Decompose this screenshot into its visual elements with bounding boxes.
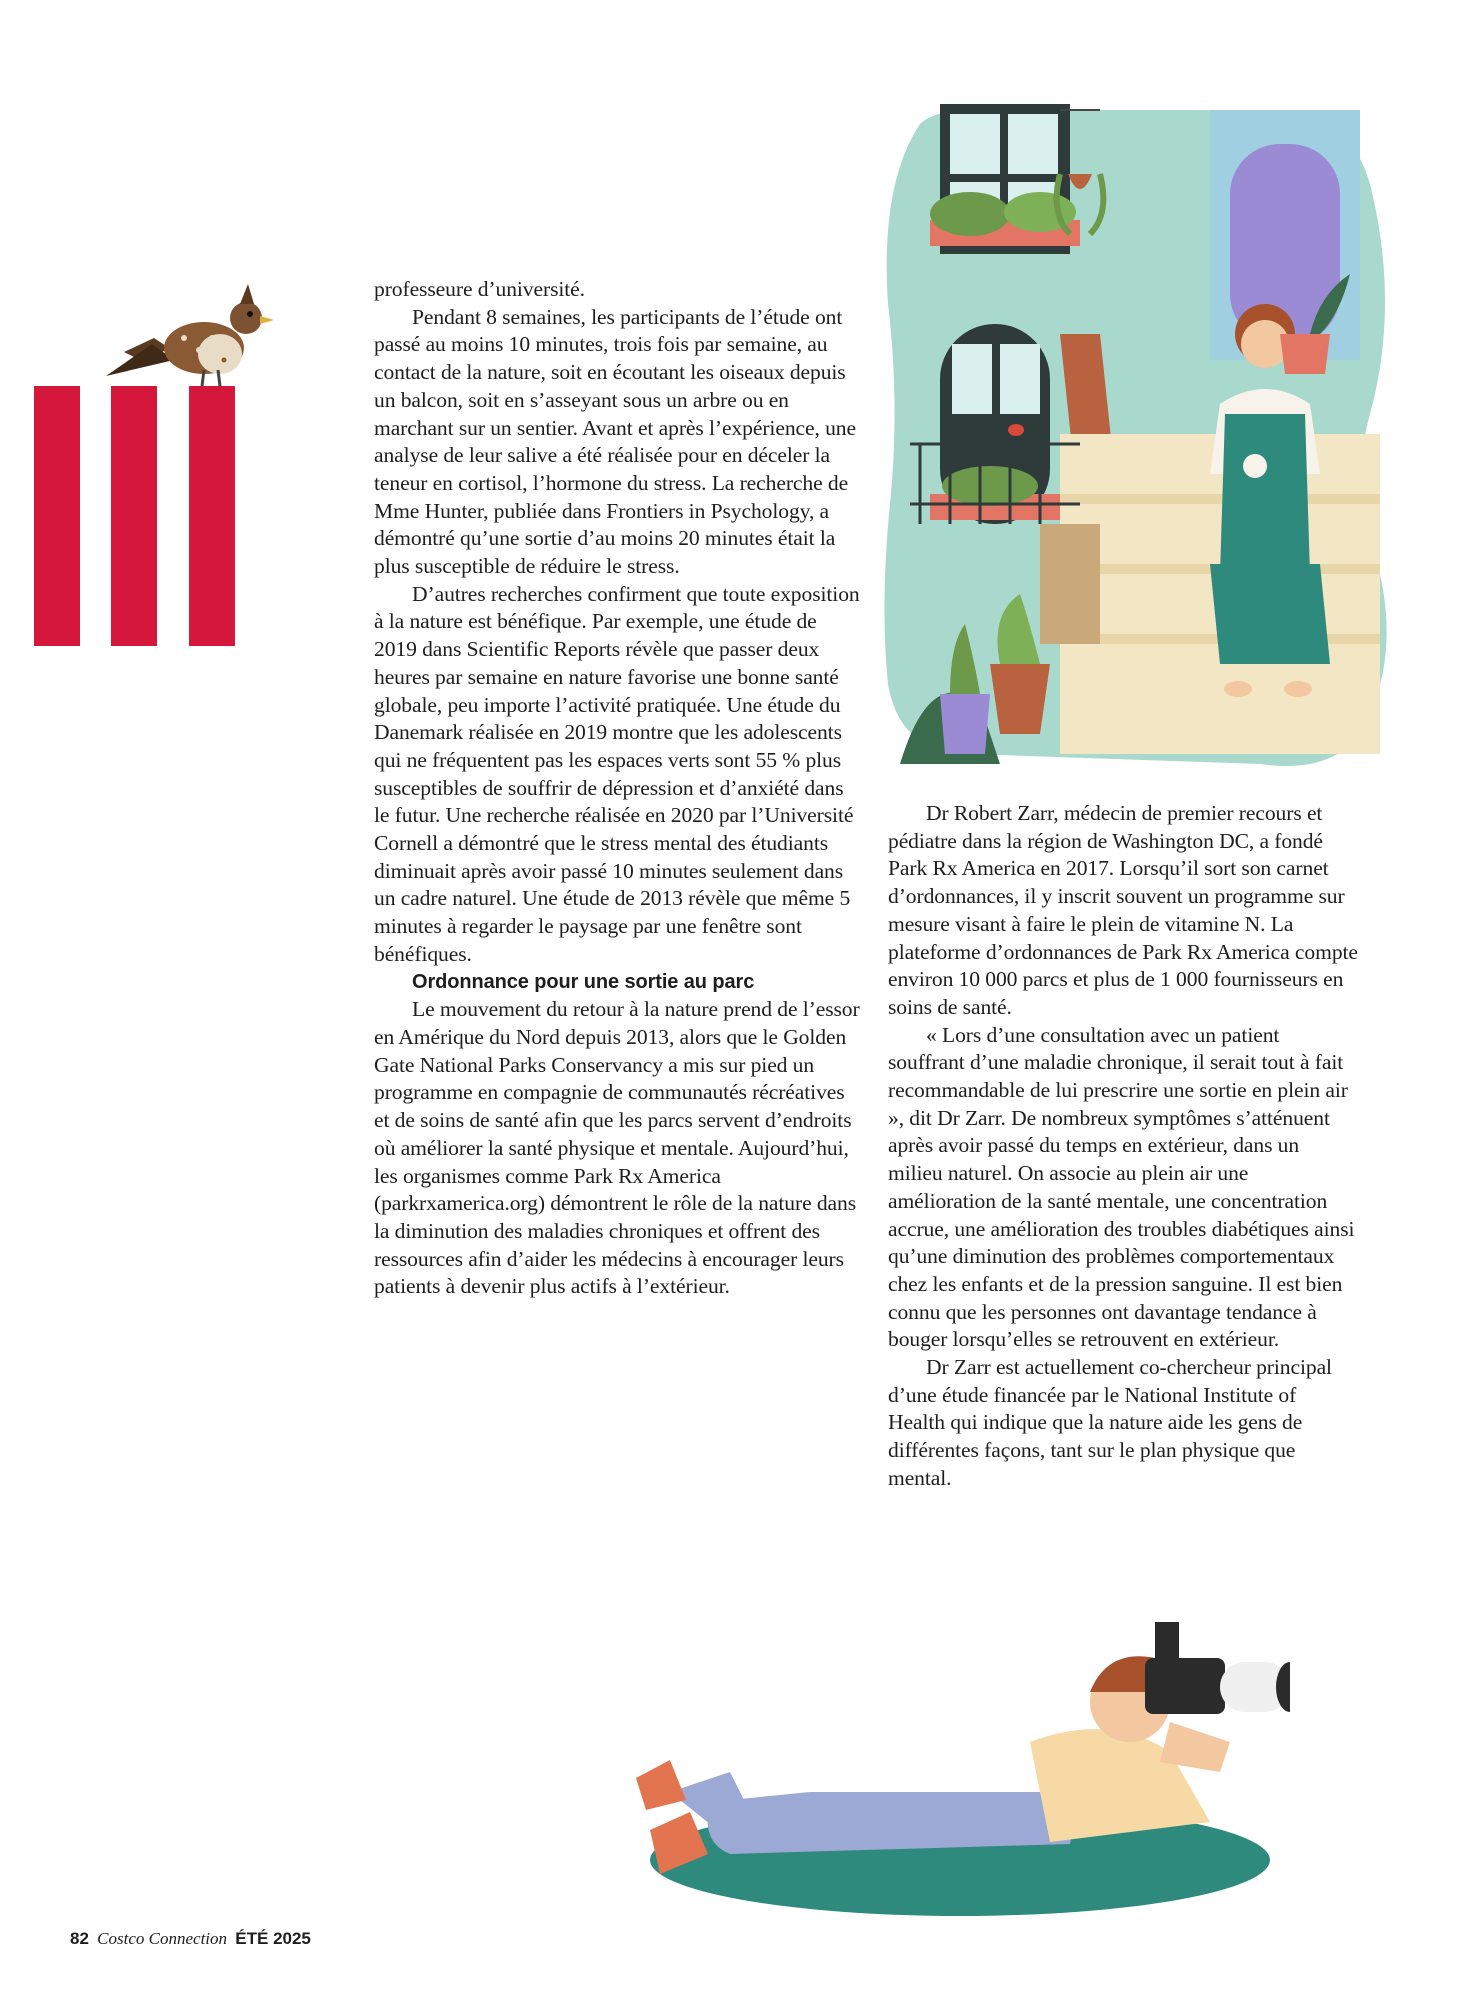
article-paragraph: « Lors d’une consultation avec un patient souffrant d’une maladie chronique, il serait tout à fait recommandable de lui prescrire une sortie en plein air », dit Dr Zarr. De nombreux symptômes s’atténuent après avoir passé du temps en extérieur, dans un milieu naturel. On associe au plein air une amélioration de la santé mentale, une concentration accrue, une amélioration des troubles diabétiques ainsi qu’une diminution des problèmes comportementaux chez les enfants et de la pression sanguine. Il est bien connu que les personnes ont davantage tendance à bouger lorsqu’elles se retrouvent en extérieur.: [888, 1022, 1355, 1352]
red-stripe-1: [34, 386, 80, 646]
article-right-column: [888, 800, 1358, 1493]
photographer-illustration: [610, 1592, 1290, 1932]
bird-icon: [106, 284, 274, 386]
section-subheading: Ordonnance pour une sortie au parc: [412, 970, 755, 993]
page-number: 82: [70, 1929, 89, 1948]
article-left-column: [374, 276, 864, 1301]
article-paragraph: D’autres recherches confirment que toute exposition à la nature est bénéfique. Par exemple, une étude de 2019 dans Scientific Reports révèle que passer deux heures par semaine en nature favorise une bonne santé globale, peu importe l’activité pratiquée. Une étude du Danemark réalisée en 2019 montre que les adolescents qui ne fréquentent pas les espaces verts sont 55 % plus susceptibles de souffrir de dépression et d’anxiété dans le futur. Une recherche réalisée en 2020 par l’Université Cornell a démontré que le stress mental des étudiants diminuait après avoir passé 10 minutes seulement dans un cadre naturel. Une étude de 2013 révèle que même 5 minutes à regarder le paysage par une fenêtre sont bénéfiques.: [374, 581, 860, 966]
article-paragraph: professeure d’université.: [374, 277, 585, 301]
page-footer: [70, 1928, 311, 1950]
red-stripes-bird-illustration: [34, 268, 274, 648]
woman-on-stairs-illustration: [880, 104, 1400, 774]
issue-season: ÉTÉ 2025: [235, 1929, 311, 1948]
article-paragraph: Dr Robert Zarr, médecin de premier recours et pédiatre dans la région de Washington DC, a fondé Park Rx America en 2017. Lorsqu’il sort son carnet d’ordonnances, il y inscrit souvent un programme sur mesure visant à faire le plein de vitamine N. La plateforme d’ordonnances de Park Rx America compte environ 10 000 parcs et plus de 1 000 fournisseurs en soins de santé.: [888, 801, 1358, 1019]
red-stripe-2: [111, 386, 157, 646]
red-stripe-3: [189, 386, 235, 646]
article-paragraph: Dr Zarr est actuellement co-chercheur principal d’une étude financée par le National Institute of Health qui indique que la nature aide les gens de différentes façons, tant sur le plan physique que mental.: [888, 1355, 1332, 1490]
article-paragraph: Le mouvement du retour à la nature prend de l’essor en Amérique du Nord depuis 2013, alors que le Golden Gate National Parks Conservancy a mis sur pied un programme en compagnie de communautés récréatives et de soins de santé afin que les parcs servent d’endroits où améliorer la santé physique et mentale. Aujourd’hui, les organismes comme Park Rx America (parkrxamerica.org) démontrent le rôle de la nature dans la diminution des maladies chroniques et offrent des ressources afin d’aider les médecins à encourager leurs patients à devenir plus actifs à l’extérieur.: [374, 997, 860, 1299]
article-paragraph: Pendant 8 semaines, les participants de l’étude ont passé au moins 10 minutes, trois fois par semaine, au contact de la nature, soit en écoutant les oiseaux depuis un balcon, soit en s’asseyant sous un arbre ou en marchant sur un sentier. Avant et après l’expérience, une analyse de leur salive a été réalisée pour en déceler la teneur en cortisol, l’hormone du stress. La recherche de Mme Hunter, publiée dans Frontiers in Psychology, a démontré qu’une sortie d’au moins 20 minutes était la plus susceptible de réduire le stress.: [374, 304, 856, 579]
magazine-name: Costco Connection: [97, 1929, 228, 1948]
